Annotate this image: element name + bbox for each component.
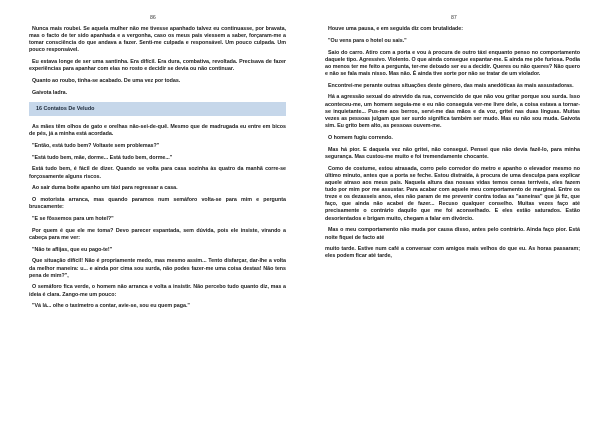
paragraph: O homem fugiu correndo. — [328, 134, 393, 141]
paragraph: Ao sair duma boite apanho um táxi para regressar a casa. — [32, 185, 178, 192]
paragraph: Eu estava longe de ser uma santinha. Era difícil. Era dura, combativa, revoltada. Precisava de fazer experiências para apanhar com elas no rosto e decidir se devia ou não continuar. — [29, 59, 286, 73]
paragraph: Saio do carro. Atiro com a porta e vou à procura de outro táxi enquanto penso no comportamento daquele tipo. Agressivo. Violento. O que ainda consegue espantar-me. E ainda me põe furiosa. Podia ao menos ter me feito a pergunta, ter-me deixado ser eu a decidir. Queres ou não queres? Não quero e não se fala mais nisso. Mas não. É ainda tive sorte por não se tratar de um violador. — [325, 49, 580, 77]
paragraph: Nunca mais roubei. Se aquela mulher não me tivesse apanhado talvez eu continuasse, por bravata, mas o facto de ter sido apanhada e a vergonha, caso os meus pais viessem a saber, forçaram-me a tomar consciência do que andava a fazer. Senti-me culpada e responsável. Um pouco culpada. Um pouco responsável. — [29, 26, 286, 54]
chapter-heading-box — [29, 102, 286, 116]
paragraph: "Não te aflijas, que eu pago-te!" — [32, 246, 113, 253]
paragraph: As mães têm olhos de gato e orelhas não-sei-de-quê. Mesmo que de madrugada eu entre em bicos de pés, já a minha está acordada. — [29, 124, 286, 138]
paragraph: "Ou vens para o hotel ou sais." — [328, 37, 407, 44]
paragraph: Mas o meu comportamento não muda por causa disso, antes pelo contrário. Ainda faço pior. Está noite fiquei de facto até — [325, 227, 580, 241]
paragraph: Mas há pior. E daquela vez não gritei, não consegui. Pensei que não devia fazê-lo, para minha segurança. Mas custou-me muito e foi tremendamente chocante. — [325, 146, 580, 160]
paragraph: Gaivota ladra. — [32, 89, 68, 96]
paragraph: Encontrei-me perante outras situações deste género, das mais anedóticas às mais assustadoras. — [328, 82, 574, 89]
paragraph: O motorista arranca, mas quando paramos num semáforo volta-se para mim e pergunta bruscamente: — [29, 197, 286, 211]
paragraph: Por quem é que ele me toma? Devo parecer espantada, sem dúvida, pois ele insiste, virando a cabeça para me ver: — [29, 227, 286, 241]
right-page — [300, 0, 600, 424]
paragraph: "Então, está tudo bem? Voltaste sem problemas?" — [32, 142, 160, 149]
paragraph: Está tudo bem, é fácil de dizer. Quando se volta para casa sozinha às quatro da manhã corre-se forçosamente alguns riscos. — [29, 166, 286, 180]
page-number-left: 86 — [150, 15, 156, 21]
paragraph: Há a agressão sexual do atrevido da rua, convencido de que não vou gritar porque sou surda. Isso aconteceu-me, um homem seguia-me e eu não conseguia ver-me livre dele, a coisa estava a tornar-se inquietante... Pus-me aos berros, servi-me das mãos e da voz, gritei nas duas línguas. Muitas vezes as pessoas julgam que ser surdo significa também ser mudo. Mas eu não sou muda. Gaivota sim. Eu grito bem alto, as pessoas ouvem-me. — [325, 94, 580, 130]
paragraph: "E se fôssemos para um hotel?" — [32, 216, 114, 222]
paragraph: Houve uma pausa, e em seguida diz com brutalidade: — [328, 26, 464, 32]
paragraph: Quanto ao roubo, tinha-se acabado. De uma vez por todas. — [32, 78, 181, 85]
paragraph: Como de costume, estou atrasada, corro pelo corredor do metro e apanho o elevador mesmo no último minuto, antes que a porta se feche. Estou distraída, à procura de uma desculpa para explicar aquele atraso aos meus pais. Naquela altura das nossas vidas temos cenas terríveis, eles fazem tudo por mim por me assustar. Para acabar com aquele meu comportamento de marginal. Entre os treze e os dezasseis anos, eles não param de me prevenir contra todas as "asneiras" que já fiz, que faço, que ainda não acabei de fazer... Recuso qualquer conselho. Muitas vezes faço até precisamente o contrário daquilo que me foi aconselhado. E eles estão saturados. Estão desorientados e brigam muito, chegam a falar em divórcio. — [325, 165, 580, 222]
paragraph: O semáforo fica verde, o homem não arranca e volta a insistir. Não percebo tudo quanto diz, mas a ideia é clara. Zango-me um pouco: — [29, 284, 286, 298]
chapter-heading: 16 Contatos De Veludo — [36, 106, 95, 113]
paragraph: "Está tudo bem, mãe, dorme... Está tudo bem, dorme..." — [32, 154, 173, 161]
paragraph: Que situação difícil! Não é propriamente medo, mas mesmo assim... Tento disfarçar, dar-lhe a volta da melhor maneira: u... e ainda por cima sou surda, não podes fazer-me uma coisa destas! Não tens pena de mim?", — [29, 258, 286, 279]
paragraph: muito tarde. Estive num café a conversar com amigos mais velhos do que eu. As horas passaram; eles podem ficar até tarde, — [325, 246, 580, 260]
paragraph: "Vá lá... olhe o taxímetro a contar, avie-se, sou eu quem paga." — [32, 303, 190, 310]
page-number-right: 87 — [451, 15, 457, 21]
